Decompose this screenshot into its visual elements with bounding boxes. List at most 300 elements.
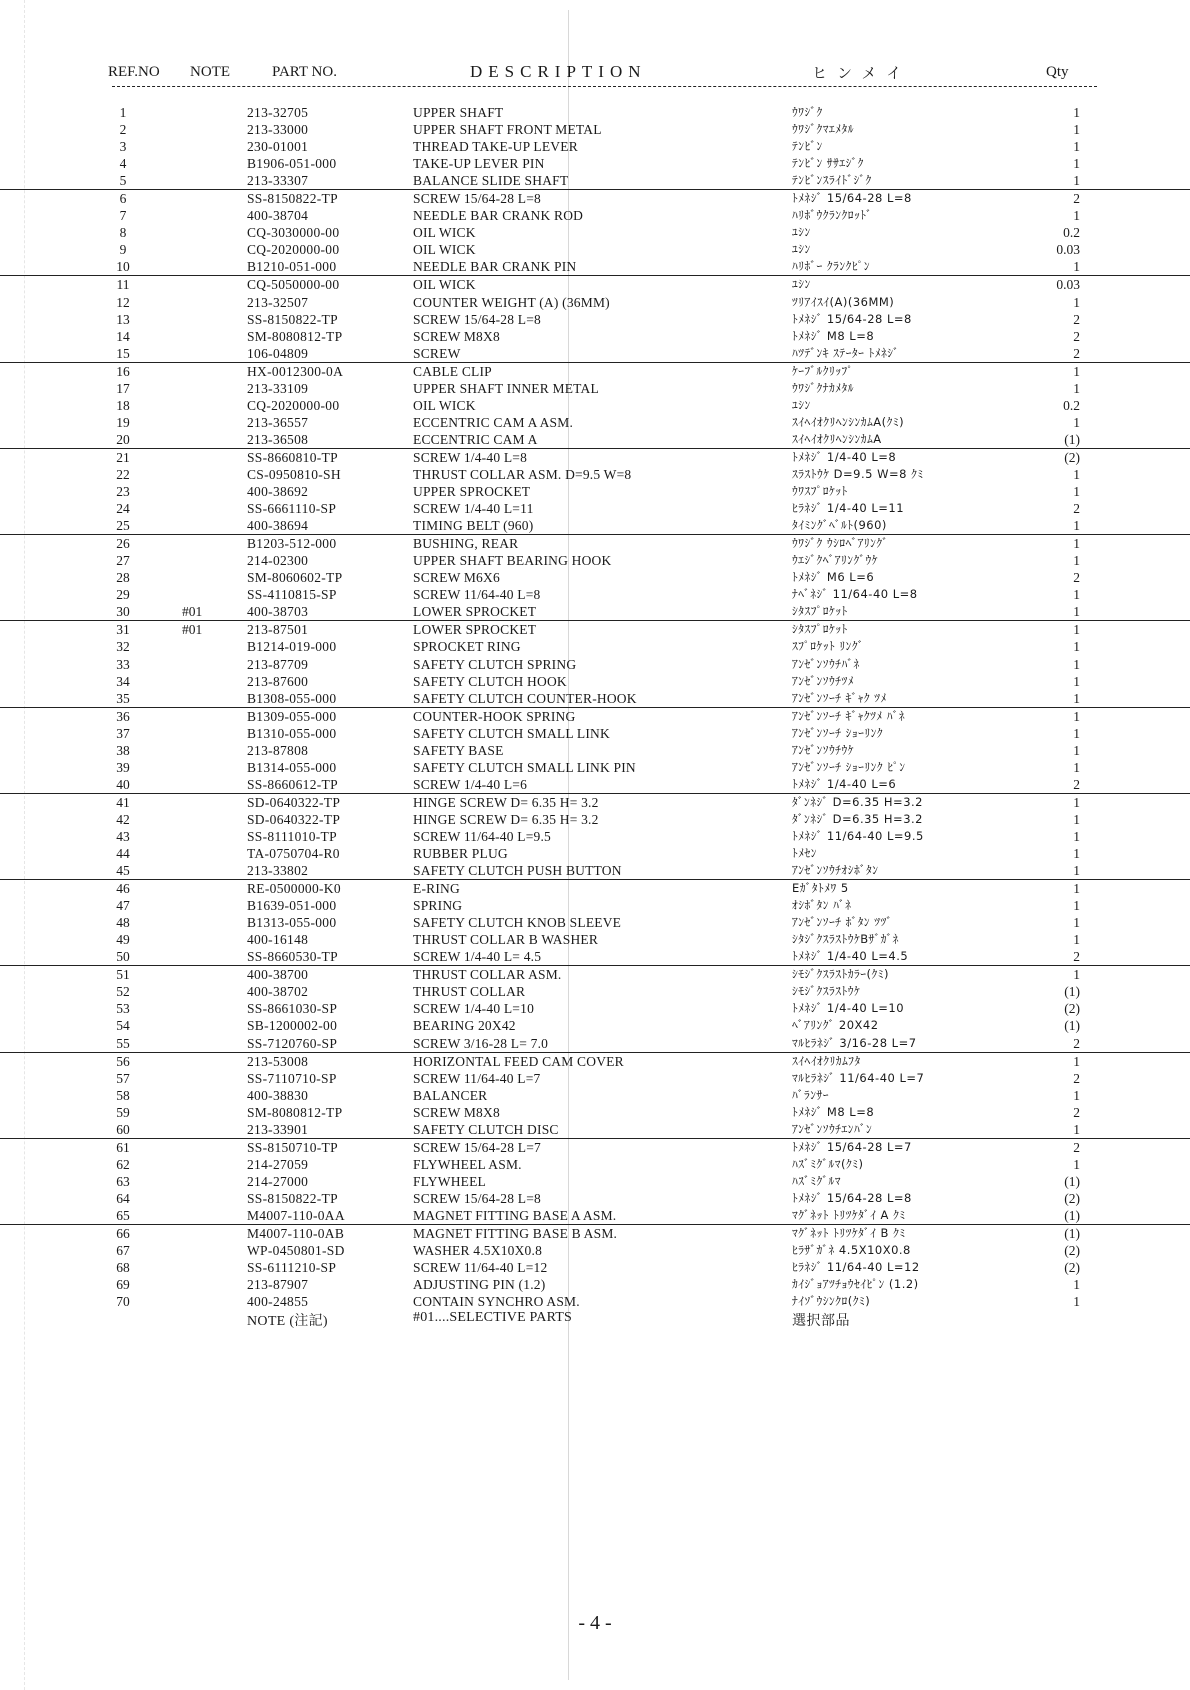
qty-cell: (2) — [1064, 1260, 1080, 1276]
katakana-cell: ｱﾝｾﾞﾝｿｰﾁ ﾎﾞﾀﾝ ﾂﾂﾞ — [792, 915, 893, 930]
table-row — [0, 742, 1190, 759]
description-cell: SAFETY CLUTCH HOOK — [413, 673, 567, 689]
qty-cell: 1 — [1073, 811, 1080, 827]
katakana-cell: ﾊﾘﾎﾞｰ ｸﾗﾝｸﾋﾟﾝ — [792, 259, 871, 274]
description-cell: SAFETY CLUTCH SPRING — [413, 656, 577, 672]
footnote — [0, 1310, 1190, 1330]
ref-no-cell: 67 — [116, 1243, 130, 1259]
table-row — [0, 1207, 1190, 1224]
table-row — [0, 1242, 1190, 1259]
qty-cell: 2 — [1073, 501, 1080, 517]
description-cell: LOWER SPROCKET — [413, 622, 537, 638]
katakana-cell: ｽｲﾍｲｵｸﾘﾍﾝｼﾝｶﾑA(ｸﾐ) — [792, 414, 905, 429]
ref-no-cell: 53 — [116, 1001, 130, 1017]
table-row — [0, 1259, 1190, 1276]
description-cell: ADJUSTING PIN (1.2) — [413, 1277, 546, 1293]
katakana-cell: ﾄﾒﾈｼﾞ M8 L=8 — [792, 328, 875, 343]
description-cell: SPRING — [413, 898, 463, 914]
part-no-cell: B1313-055-000 — [247, 915, 337, 931]
note-cell: #01 — [182, 622, 203, 638]
katakana-cell: ﾊｽﾞﾐｸﾞﾙﾏ(ｸﾐ) — [792, 1156, 864, 1171]
description-cell: SAFETY CLUTCH DISC — [413, 1121, 559, 1137]
ref-no-cell: 13 — [116, 311, 130, 327]
qty-cell: (1) — [1064, 1226, 1080, 1242]
ref-no-cell: 41 — [116, 794, 130, 810]
ref-no-cell: 5 — [119, 173, 127, 189]
ref-no-cell: 61 — [116, 1139, 130, 1155]
note-cell: #01 — [182, 604, 203, 620]
qty-cell: 2 — [1073, 1139, 1080, 1155]
part-no-cell: 400-38704 — [247, 208, 309, 224]
part-no-cell: M4007-110-0AA — [247, 1208, 345, 1223]
parts-table — [0, 104, 1190, 1310]
katakana-cell: ｳｴｼﾞｸﾍﾞｱﾘﾝｸﾞｳｹ — [792, 553, 878, 568]
description-cell: SAFETY CLUTCH SMALL LINK — [413, 725, 610, 741]
ref-no-cell: 58 — [116, 1087, 130, 1103]
qty-cell: 1 — [1073, 708, 1080, 724]
part-no-cell: 213-33307 — [247, 173, 309, 189]
ref-no-cell: 63 — [116, 1173, 130, 1189]
description-cell: SCREW 1/4-40 L=11 — [413, 501, 534, 517]
katakana-cell: ﾂﾘｱｲｽｲ(A)(36MM) — [792, 294, 895, 309]
part-no-cell: CQ-2020000-00 — [247, 397, 340, 413]
part-no-cell: WP-0450801-SD — [247, 1243, 345, 1259]
qty-cell: (1) — [1064, 431, 1080, 447]
table-row — [0, 673, 1190, 690]
part-no-cell: 106-04809 — [247, 345, 309, 361]
table-row — [0, 914, 1190, 931]
description-cell: SCREW M8X8 — [413, 328, 500, 344]
ref-no-cell: 22 — [116, 466, 130, 482]
description-cell: SAFETY CLUTCH COUNTER-HOOK — [413, 690, 637, 706]
description-cell: THRUST COLLAR ASM. D=9.5 W=8 — [413, 466, 632, 482]
qty-cell: 1 — [1073, 466, 1080, 482]
katakana-cell: ﾄﾒﾈｼﾞ 11/64-40 L=9.5 — [792, 828, 924, 843]
table-row — [0, 586, 1190, 603]
description-cell: HINGE SCREW D= 6.35 H= 3.2 — [413, 811, 599, 827]
description-cell: THREAD TAKE-UP LEVER — [413, 139, 578, 155]
part-no-cell: 400-38700 — [247, 967, 309, 983]
ref-no-cell: 51 — [116, 967, 130, 983]
katakana-cell: ｽﾗｽﾄｳｹ D=9.5 W=8 ｸﾐ — [792, 466, 924, 481]
katakana-cell: ｱﾝｾﾞﾝｿｰﾁ ｷﾞｬｸﾂﾒ ﾊﾞﾈ — [792, 708, 906, 723]
ref-no-cell: 23 — [116, 484, 130, 500]
description-cell: HORIZONTAL FEED CAM COVER — [413, 1053, 624, 1069]
part-no-cell: 230-01001 — [247, 139, 309, 155]
qty-cell: (2) — [1064, 1001, 1080, 1017]
table-row — [0, 311, 1190, 328]
qty-cell: 1 — [1073, 587, 1080, 603]
table-row — [0, 620, 1190, 638]
qty-cell: 1 — [1073, 363, 1080, 379]
katakana-cell: ｼﾓｼﾞｸｽﾗｽﾄｶﾗｰ(ｸﾐ) — [792, 967, 889, 982]
ref-no-cell: 24 — [116, 501, 130, 517]
description-cell: SAFETY BASE — [413, 742, 504, 758]
qty-cell: 1 — [1073, 294, 1080, 310]
katakana-cell: Eｶﾞﾀﾄﾒﾜ 5 — [792, 881, 849, 896]
description-cell: OIL WICK — [413, 277, 476, 293]
table-row — [0, 931, 1190, 948]
qty-cell: 2 — [1073, 1104, 1080, 1120]
table-row — [0, 690, 1190, 707]
header-katakana: ヒンメイ — [812, 64, 912, 82]
table-row — [0, 656, 1190, 673]
ref-no-cell: 66 — [116, 1226, 130, 1242]
part-no-cell: SS-7120760-SP — [247, 1035, 338, 1051]
ref-no-cell: 26 — [116, 536, 130, 552]
table-row — [0, 104, 1190, 121]
description-cell: SCREW 15/64-28 L=8 — [413, 311, 541, 327]
katakana-cell: ｱﾝｾﾞﾝｿｳﾁﾂﾒ — [792, 673, 854, 688]
description-cell: BALANCER — [413, 1087, 488, 1103]
qty-cell: 0.03 — [1056, 242, 1080, 258]
description-cell: SCREW 1/4-40 L=8 — [413, 449, 528, 465]
ref-no-cell: 50 — [116, 949, 130, 965]
description-cell: FLYWHEEL — [413, 1173, 486, 1189]
part-no-cell: M4007-110-0AB — [247, 1226, 345, 1242]
ref-no-cell: 56 — [116, 1053, 130, 1069]
ref-no-cell: 52 — [116, 984, 130, 1000]
part-no-cell: SS-8111010-TP — [247, 828, 337, 844]
qty-cell: 0.2 — [1063, 397, 1080, 413]
katakana-cell: ｱﾝｾﾞﾝｿｰﾁ ｼｮｰﾘﾝｸ ﾋﾟﾝ — [792, 759, 906, 774]
description-cell: FLYWHEEL ASM. — [413, 1156, 522, 1172]
qty-cell: 1 — [1073, 1053, 1080, 1069]
qty-cell: 1 — [1073, 604, 1080, 620]
part-no-cell: B1639-051-000 — [247, 898, 337, 914]
katakana-cell: ﾀﾞﾝﾈｼﾞ D=6.35 H=3.2 — [792, 811, 923, 826]
description-cell: NEEDLE BAR CRANK ROD — [413, 208, 584, 224]
katakana-cell: ｽﾌﾟﾛｹｯﾄ ﾘﾝｸﾞ — [792, 639, 864, 654]
table-row — [0, 845, 1190, 862]
katakana-cell: ｱﾝｾﾞﾝｿｰﾁ ｼｮｰﾘﾝｸ — [792, 725, 884, 740]
part-no-cell: 213-53008 — [247, 1053, 309, 1069]
table-row — [0, 397, 1190, 414]
katakana-cell: ﾀﾞﾝﾈｼﾞ D=6.35 H=3.2 — [792, 794, 923, 809]
part-no-cell: 400-38702 — [247, 984, 309, 1000]
description-cell: WASHER 4.5X10X0.8 — [413, 1243, 543, 1259]
katakana-cell: ﾏｸﾞﾈｯﾄ ﾄﾘﾂｹﾀﾞｲ A ｸﾐ — [792, 1208, 906, 1222]
qty-cell: 1 — [1073, 1294, 1080, 1310]
ref-no-cell: 47 — [116, 898, 130, 914]
description-cell: BALANCE SLIDE SHAFT — [413, 173, 569, 189]
part-no-cell: HX-0012300-0A — [247, 363, 344, 379]
description-cell: ECCENTRIC CAM A — [413, 431, 538, 447]
header-rule — [112, 86, 1097, 87]
ref-no-cell: 37 — [116, 725, 130, 741]
part-no-cell: SS-8660530-TP — [247, 949, 338, 965]
part-no-cell: 213-87600 — [247, 673, 309, 689]
footnote-label: NOTE (注記) — [247, 1314, 328, 1329]
qty-cell: 1 — [1073, 1277, 1080, 1293]
part-no-cell: SS-8150822-TP — [247, 191, 338, 207]
qty-cell: 2 — [1073, 776, 1080, 792]
table-row — [0, 897, 1190, 914]
part-no-cell: 213-36557 — [247, 414, 309, 430]
ref-no-cell: 48 — [116, 915, 130, 931]
qty-cell: 1 — [1073, 414, 1080, 430]
description-cell: OIL WICK — [413, 225, 476, 241]
description-cell: RUBBER PLUG — [413, 846, 508, 862]
table-row — [0, 189, 1190, 207]
description-cell: SCREW 11/64-40 L=12 — [413, 1260, 548, 1276]
part-no-cell: 213-32507 — [247, 294, 309, 310]
ref-no-cell: 30 — [116, 604, 130, 620]
description-cell: SCREW — [413, 345, 461, 361]
qty-cell: 2 — [1073, 1035, 1080, 1051]
ref-no-cell: 44 — [116, 846, 130, 862]
katakana-cell: ﾄﾒﾈｼﾞ 15/64-28 L=7 — [792, 1139, 912, 1154]
table-row — [0, 138, 1190, 155]
table-row — [0, 879, 1190, 897]
ref-no-cell: 35 — [116, 690, 130, 706]
description-cell: LOWER SPROCKET — [413, 604, 537, 620]
katakana-cell: ﾏｸﾞﾈｯﾄ ﾄﾘﾂｹﾀﾞｲ B ｸﾐ — [792, 1226, 906, 1241]
table-row — [0, 1121, 1190, 1138]
table-row — [0, 224, 1190, 241]
part-no-cell: SS-6661110-SP — [247, 501, 337, 517]
ref-no-cell: 27 — [116, 553, 130, 569]
qty-cell: 1 — [1073, 828, 1080, 844]
katakana-cell: ｶｲｼﾞｮｱﾂﾁｮｳｾｲﾋﾟﾝ (1.2) — [792, 1277, 919, 1292]
qty-cell: 1 — [1073, 742, 1080, 758]
part-no-cell: 213-32705 — [247, 105, 309, 120]
table-row — [0, 172, 1190, 189]
ref-no-cell: 70 — [116, 1294, 130, 1310]
qty-cell: (2) — [1064, 449, 1080, 465]
qty-cell: 1 — [1073, 863, 1080, 879]
qty-cell: 1 — [1073, 932, 1080, 948]
ref-no-cell: 38 — [116, 742, 130, 758]
katakana-cell: ﾃﾝﾋﾞﾝｽﾗｲﾄﾞｼﾞｸ — [792, 173, 872, 188]
description-cell: UPPER SHAFT INNER METAL — [413, 380, 599, 396]
ref-no-cell: 3 — [119, 139, 127, 155]
ref-no-cell: 2 — [119, 122, 127, 138]
part-no-cell: CS-0950810-SH — [247, 466, 341, 482]
ref-no-cell: 33 — [116, 656, 130, 672]
part-no-cell: 213-87808 — [247, 742, 309, 758]
table-row — [0, 483, 1190, 500]
description-cell: BUSHING, REAR — [413, 536, 519, 552]
katakana-cell: ﾅｲｿﾞｳｼﾝｸﾛ(ｸﾐ) — [792, 1294, 871, 1309]
qty-cell: 1 — [1073, 759, 1080, 775]
katakana-cell: ﾊﾂﾃﾞﾝｷ ｽﾃｰﾀｰ ﾄﾒﾈｼﾞ — [792, 345, 900, 360]
header-ref-no: REF.NO — [108, 64, 160, 80]
description-cell: TIMING BELT (960) — [413, 518, 534, 534]
qty-cell: 1 — [1073, 639, 1080, 655]
table-row — [0, 121, 1190, 138]
description-cell: SAFETY CLUTCH PUSH BUTTON — [413, 863, 622, 879]
ref-no-cell: 43 — [116, 828, 130, 844]
description-cell: MAGNET FITTING BASE A ASM. — [413, 1208, 617, 1223]
katakana-cell: ﾋﾗﾈｼﾞ 11/64-40 L=12 — [792, 1260, 920, 1275]
part-no-cell: 400-38694 — [247, 518, 309, 534]
part-no-cell: SD-0640322-TP — [247, 811, 341, 827]
qty-cell: 1 — [1073, 673, 1080, 689]
part-no-cell: SM-8080812-TP — [247, 328, 343, 344]
qty-cell: 1 — [1073, 725, 1080, 741]
table-row — [0, 155, 1190, 172]
katakana-cell: ﾅﾍﾞﾈｼﾞ 11/64-40 L=8 — [792, 587, 918, 602]
ref-no-cell: 7 — [119, 208, 127, 224]
part-no-cell: SS-8150710-TP — [247, 1139, 338, 1155]
table-row — [0, 811, 1190, 828]
part-no-cell: CQ-2020000-00 — [247, 242, 340, 258]
table-row — [0, 1293, 1190, 1310]
description-cell: SCREW 15/64-28 L=8 — [413, 191, 541, 207]
part-no-cell: 213-33901 — [247, 1121, 309, 1137]
qty-cell: 2 — [1073, 1070, 1080, 1086]
katakana-cell: ﾄﾒﾈｼﾞ 1/4-40 L=4.5 — [792, 949, 909, 964]
part-no-cell: B1310-055-000 — [247, 725, 337, 741]
qty-cell: 1 — [1073, 122, 1080, 138]
katakana-cell: ﾕｼﾝ — [792, 397, 811, 412]
description-cell: CABLE CLIP — [413, 363, 492, 379]
part-no-cell: 214-02300 — [247, 553, 309, 569]
qty-cell: 1 — [1073, 967, 1080, 983]
ref-no-cell: 4 — [119, 156, 127, 172]
qty-cell: 1 — [1073, 139, 1080, 155]
table-row — [0, 431, 1190, 448]
part-no-cell: SS-4110815-SP — [247, 587, 337, 603]
part-no-cell: 400-38703 — [247, 604, 309, 620]
ref-no-cell: 12 — [116, 294, 130, 310]
qty-cell: (1) — [1064, 1208, 1080, 1223]
part-no-cell: 213-33802 — [247, 863, 309, 879]
ref-no-cell: 9 — [119, 242, 127, 258]
qty-cell: 1 — [1073, 915, 1080, 931]
description-cell: E-RING — [413, 881, 460, 897]
table-row — [0, 517, 1190, 534]
ref-no-cell: 14 — [116, 328, 130, 344]
part-no-cell: SS-8660810-TP — [247, 449, 338, 465]
qty-cell: 1 — [1073, 518, 1080, 534]
katakana-cell: ｳﾜｽﾌﾟﾛｹｯﾄ — [792, 484, 848, 499]
ref-no-cell: 31 — [116, 622, 130, 638]
table-row — [0, 1138, 1190, 1156]
qty-cell: 1 — [1073, 173, 1080, 189]
qty-cell: 1 — [1073, 536, 1080, 552]
katakana-cell: ﾏﾙﾋﾗﾈｼﾞ 11/64-40 L=7 — [792, 1070, 925, 1085]
katakana-cell: ｹｰﾌﾞﾙｸﾘｯﾌﾟ — [792, 363, 854, 378]
katakana-cell: ｳﾜｼﾞｸﾅｶﾒﾀﾙ — [792, 380, 854, 395]
qty-cell: (1) — [1064, 984, 1080, 1000]
katakana-cell: ｼﾀｽﾌﾟﾛｹｯﾄ — [792, 604, 848, 619]
description-cell: BEARING 20X42 — [413, 1018, 516, 1034]
ref-no-cell: 60 — [116, 1121, 130, 1137]
table-row — [0, 1035, 1190, 1052]
description-cell: TAKE-UP LEVER PIN — [413, 156, 545, 172]
ref-no-cell: 59 — [116, 1104, 130, 1120]
qty-cell: 1 — [1073, 1087, 1080, 1103]
katakana-cell: ｱﾝｾﾞﾝｿｳﾁｳｹ — [792, 742, 854, 757]
katakana-cell: ﾍﾞｱﾘﾝｸﾞ 20X42 — [792, 1018, 879, 1033]
description-cell: UPPER SPROCKET — [413, 484, 531, 500]
table-row — [0, 1190, 1190, 1207]
ref-no-cell: 54 — [116, 1018, 130, 1034]
table-row — [0, 294, 1190, 311]
part-no-cell: 213-87907 — [247, 1277, 309, 1293]
katakana-cell: ﾀｲﾐﾝｸﾞﾍﾞﾙﾄ(960) — [792, 518, 887, 533]
table-row — [0, 828, 1190, 845]
ref-no-cell: 19 — [116, 414, 130, 430]
part-no-cell: SM-8060602-TP — [247, 570, 343, 586]
table-row — [0, 983, 1190, 1000]
table-row — [0, 1173, 1190, 1190]
description-cell: OIL WICK — [413, 242, 476, 258]
table-row — [0, 552, 1190, 569]
part-no-cell: SM-8080812-TP — [247, 1104, 343, 1120]
ref-no-cell: 45 — [116, 863, 130, 879]
table-row — [0, 725, 1190, 742]
qty-cell: 1 — [1073, 846, 1080, 862]
ref-no-cell: 15 — [116, 345, 130, 361]
part-no-cell: SS-8660612-TP — [247, 776, 338, 792]
description-cell: SCREW 11/64-40 L=9.5 — [413, 828, 551, 844]
ref-no-cell: 57 — [116, 1070, 130, 1086]
katakana-cell: ﾃﾝﾋﾞﾝ — [792, 139, 823, 154]
table-row — [0, 1104, 1190, 1121]
table-row — [0, 1052, 1190, 1070]
katakana-cell: ﾄﾒﾈｼﾞ M6 L=6 — [792, 570, 875, 585]
katakana-cell: ﾕｼﾝ — [792, 277, 811, 292]
part-no-cell: SS-6111210-SP — [247, 1260, 337, 1276]
description-cell: SCREW 1/4-40 L= 4.5 — [413, 949, 542, 965]
header-description: DESCRIPTION — [470, 62, 647, 81]
katakana-cell: ﾄﾒﾈｼﾞ 15/64-28 L=8 — [792, 311, 912, 326]
katakana-cell: ﾄﾒﾈｼﾞ 1/4-40 L=10 — [792, 1001, 905, 1016]
katakana-cell: ﾊｽﾞﾐｸﾞﾙﾏ — [792, 1173, 841, 1188]
ref-no-cell: 29 — [116, 587, 130, 603]
table-row — [0, 948, 1190, 965]
part-no-cell: 400-38830 — [247, 1087, 309, 1103]
table-row — [0, 1156, 1190, 1173]
table-row — [0, 466, 1190, 483]
katakana-cell: ﾃﾝﾋﾞﾝ ｻｻｴｼﾞｸ — [792, 156, 864, 171]
ref-no-cell: 8 — [119, 225, 127, 241]
qty-cell: 1 — [1073, 553, 1080, 569]
katakana-cell: ｳﾜｼﾞｸ — [792, 105, 823, 119]
ref-no-cell: 55 — [116, 1035, 130, 1051]
part-no-cell: B1906-051-000 — [247, 156, 337, 172]
table-row — [0, 569, 1190, 586]
table-header — [0, 0, 1190, 90]
table-row — [0, 448, 1190, 466]
ref-no-cell: 28 — [116, 570, 130, 586]
table-row — [0, 1017, 1190, 1034]
table-row — [0, 362, 1190, 380]
katakana-cell: ﾕｼﾝ — [792, 225, 811, 240]
table-row — [0, 1000, 1190, 1017]
part-no-cell: 213-33109 — [247, 380, 309, 396]
katakana-cell: ｱﾝｾﾞﾝｿｳﾁｴﾝﾊﾞﾝ — [792, 1121, 873, 1136]
table-row — [0, 207, 1190, 224]
table-row — [0, 965, 1190, 983]
table-row — [0, 1087, 1190, 1104]
page-number: - 4 - — [578, 1612, 612, 1634]
table-row — [0, 345, 1190, 362]
description-cell: SPROCKET RING — [413, 639, 521, 655]
header-note: NOTE — [190, 64, 230, 80]
ref-no-cell: 40 — [116, 776, 130, 792]
katakana-cell: ﾊﾞﾗﾝｻｰ — [792, 1087, 829, 1102]
ref-no-cell: 25 — [116, 518, 130, 534]
katakana-cell: ｳﾜｼﾞｸ ｳｼﾛﾍﾞｱﾘﾝｸﾞ — [792, 536, 889, 551]
ref-no-cell: 36 — [116, 708, 130, 724]
table-row — [0, 258, 1190, 275]
part-no-cell: 214-27000 — [247, 1173, 309, 1189]
description-cell: ECCENTRIC CAM A ASM. — [413, 414, 574, 430]
